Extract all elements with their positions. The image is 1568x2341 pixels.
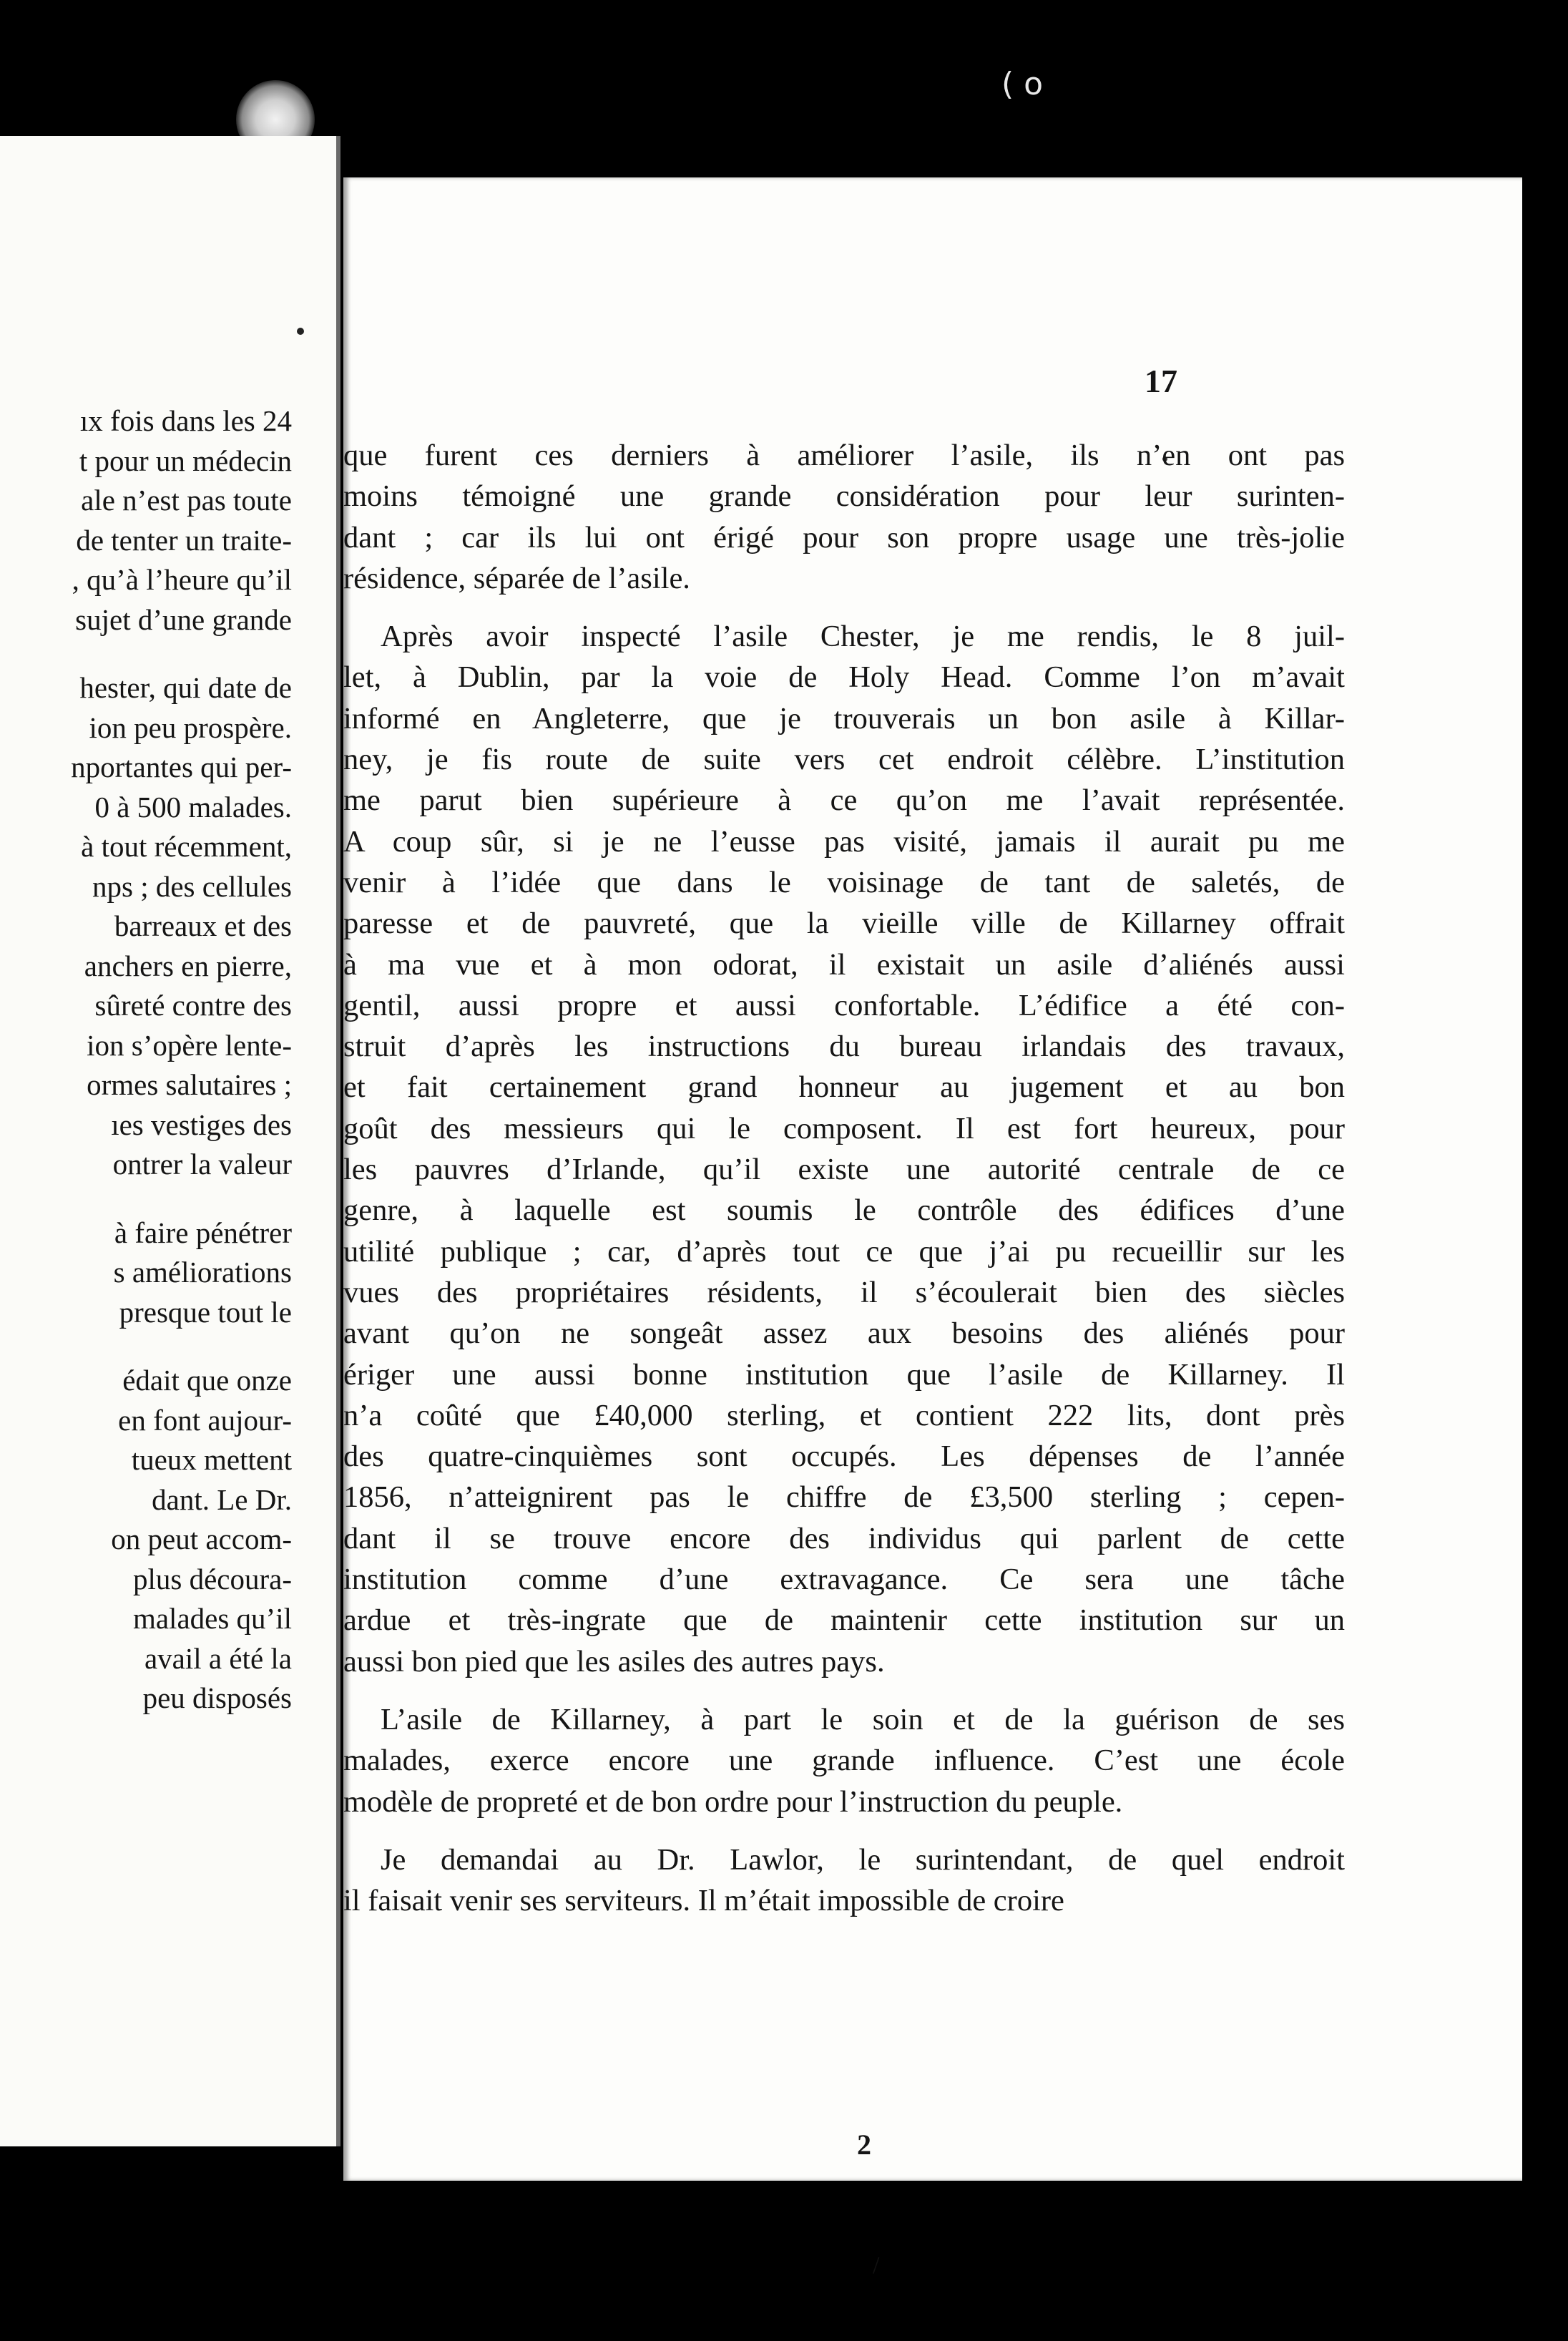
page-body-text xyxy=(343,435,1345,1938)
facing-page-line: ontrer la valeur xyxy=(112,1148,292,1181)
paragraph xyxy=(343,1699,1345,1822)
facing-page xyxy=(0,136,340,2146)
text-line: paresse et de pauvreté, que la vieille ville de Killarney offrait xyxy=(343,906,1345,941)
text-line: n’a coûté que £40,000 sterling, et contient 222 lits, dont près xyxy=(343,1398,1345,1432)
text-line: Après avoir inspecté l’asile Chester, je me rendis, le 8 juil- xyxy=(381,620,1345,654)
facing-page-line: dant. Le Dr. xyxy=(152,1482,292,1516)
text-line: dant il se trouve encore des individus qui parlent de cette xyxy=(343,1521,1345,1555)
text-line: ériger une aussi bonne institution que l’asile de Killarney. Il xyxy=(343,1357,1345,1392)
signature-mark: 2 xyxy=(857,2129,871,2161)
facing-page-line: sujet d’une grande xyxy=(75,602,292,636)
facing-page-line: ale n’est pas toute xyxy=(81,484,292,517)
page-number: 17 xyxy=(1145,363,1177,399)
paragraph xyxy=(343,1839,1345,1922)
facing-page-line: ıx fois dans les 24 xyxy=(79,404,292,437)
text-line: ney, je fis route de suite vers cet endroit célèbre. L’institution xyxy=(343,743,1345,777)
text-line: avant qu’on ne songeât assez aux besoins des aliénés pour xyxy=(343,1316,1345,1351)
facing-page-line: ıes vestiges des xyxy=(111,1108,292,1141)
text-line: 1856, n’atteignirent pas le chiffre de £3,500 sterling ; cepen- xyxy=(343,1480,1345,1515)
facing-page-line: plus découra- xyxy=(133,1562,292,1595)
text-line: L’asile de Killarney, à part le soin et de la guérison de ses xyxy=(381,1702,1345,1736)
facing-page-line: sûreté contre des xyxy=(94,989,292,1022)
text-line: que furent ces derniers à améliorer l’asile, ils n’en ont pas xyxy=(343,439,1345,472)
text-line: Je demandai au Dr. Lawlor, le surintendant, de quel endroit xyxy=(381,1842,1345,1877)
text-line: institution comme d’une extravagance. Ce sera une tâche xyxy=(343,1563,1345,1597)
text-line: résidence, séparée de l’asile. xyxy=(343,561,690,595)
text-line: malades, exerce encore une grande influence. C’est une école xyxy=(343,1744,1345,1778)
facing-page-line: on peut accom- xyxy=(111,1523,292,1555)
text-line: A coup sûr, si je ne l’eusse pas visité, jamais il aurait pu me xyxy=(343,824,1345,859)
text-line: genre, à laquelle est soumis le contrôle des édifices d’une xyxy=(343,1193,1345,1228)
facing-page-line: nportantes qui per- xyxy=(71,751,292,783)
text-line: let, à Dublin, par la voie de Holy Head. Comme l’on m’avait xyxy=(343,660,1345,695)
facing-page-line: tueux mettent xyxy=(131,1443,292,1476)
text-line: il faisait venir ses serviteurs. Il m’était impossible de croire xyxy=(343,1884,1064,1918)
facing-page-line: ormes salutaires ; xyxy=(87,1068,292,1101)
text-line: vues des propriétaires résidents, il s’écoulerait bien des siècles xyxy=(343,1275,1345,1309)
facing-page-line: presque tout le xyxy=(119,1295,292,1329)
stray-tick-mark: / xyxy=(873,2252,880,2279)
facing-page-line: malades qu’il xyxy=(132,1602,292,1635)
text-line: et fait certainement grand honneur au jugement et au bon xyxy=(343,1070,1345,1105)
text-line: les pauvres d’Irlande, qu’il existe une autorité centrale de ce xyxy=(343,1153,1345,1187)
facing-page-line: t pour un médecin xyxy=(79,444,292,477)
facing-page-line: ion s’opère lente- xyxy=(87,1028,292,1062)
facing-page-line: ion peu prospère. xyxy=(89,710,292,744)
facing-page-line: à faire pénétrer xyxy=(114,1216,292,1249)
facing-page-line: à tout récemment, xyxy=(81,830,292,863)
facing-page-line: en font aujour- xyxy=(118,1403,292,1437)
text-line: dant ; car ils lui ont érigé pour son propre usage une très-jolie xyxy=(343,520,1345,554)
text-line: modèle de propreté et de bon ordre pour l’instruction du peuple. xyxy=(343,1784,1123,1819)
facing-page-line: barreaux et des xyxy=(114,909,292,942)
text-line: moins témoigné une grande considération pour leur surinten- xyxy=(343,479,1345,514)
facing-page-line: s améliorations xyxy=(113,1256,292,1289)
facing-page-line: hester, qui date de xyxy=(79,671,292,704)
text-line: me parut bien supérieure à ce qu’on me l’avait représentée. xyxy=(343,783,1345,818)
text-line: des quatre-cinquièmes sont occupés. Les dépenses de l’année xyxy=(343,1440,1345,1474)
paragraph xyxy=(343,435,1345,599)
facing-page-line: nps ; des cellules xyxy=(92,869,292,903)
text-line: ardue et très-ingrate que de maintenir cette institution sur un xyxy=(343,1603,1345,1638)
facing-page-line: 0 à 500 malades. xyxy=(94,790,292,823)
text-line: aussi bon pied que les asiles des autres pays. xyxy=(343,1644,885,1678)
facing-page-line: anchers en pierre, xyxy=(84,949,292,982)
text-line: utilité publique ; car, d’après tout ce que j’ai pu recueillir sur les xyxy=(343,1234,1345,1269)
paragraph xyxy=(343,616,1345,1682)
facing-page-line: de tenter un traite- xyxy=(76,523,292,557)
ink-dot xyxy=(297,328,304,335)
text-line: informé en Angleterre, que je trouverais un bon asile à Killar- xyxy=(343,701,1345,735)
text-line: à ma vue et à mon odorat, il existait un asile d’aliénés aussi xyxy=(343,947,1345,982)
text-line: goût des messieurs qui le composent. Il est fort heureux, pour xyxy=(343,1111,1345,1145)
facing-page-line: , qu’à l’heure qu’il xyxy=(72,563,292,596)
facing-page-line: avail a été la xyxy=(144,1641,292,1675)
text-line: gentil, aussi propre et aussi confortable. L’édifice a été con- xyxy=(343,988,1345,1022)
facing-page-line: peu disposés xyxy=(142,1681,292,1714)
text-line: venir à l’idée que dans le voisinage de tant de saletés, de xyxy=(343,865,1345,899)
facing-page-line: édait que onze xyxy=(122,1364,292,1397)
main-page xyxy=(343,177,1522,2279)
text-line: struit d’après les instructions du bureau irlandais des travaux, xyxy=(343,1030,1345,1064)
stray-mark-top-right: ( o xyxy=(1001,66,1044,102)
